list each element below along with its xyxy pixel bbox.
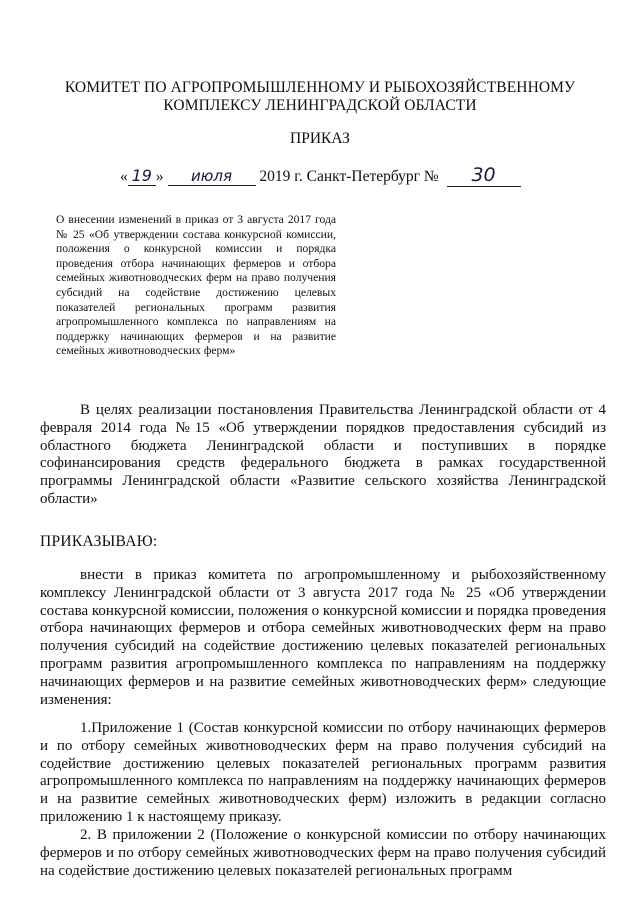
item-1-paragraph: 1.Приложение 1 (Состав конкурсной комиссии по отбору начинающих фермеров и по отбору семейных животноводческих ферм на право получения субсидий на содействие достижению целевых показателей региональных программ развития агропромышленного комплекса по направлениям на поддержку начинающих фермеров и на развитие семейных животноводческих ферм) изложить в редакции согласно приложению 1 к настоящему приказу. [40,720,606,825]
handwritten-day: 19 [128,166,156,186]
intro-paragraph: внести в приказ комитета по агропромышленному и рыбохозяйственному комплексу Ленинградской области от 3 августа 2017 года № 25 «Об утверждении состава конкурсной комиссии, положения о конкурсной комиссии и порядка проведения отбора начинающих фермеров и отбора семейных животноводческих ферм на право получения субсидий на содействие достижению целевых показателей региональных программ развития агропромышленного комплекса по направлениям на поддержку начинающих фермеров и на развитие семейных животноводческих ферм» следующие изменения: [40,567,606,708]
item-2-paragraph: 2. В приложении 2 (Положение о конкурсной комиссии по отбору начинающих фермеров и по отбору семейных животноводческих ферм на право получения субсидий на содействие достижению целевых показателей региональных программ [40,827,606,879]
order-subject: О внесении изменений в приказ от 3 августа 2017 года № 25 «Об утверждении состава конкурсной комиссии, положения о конкурсной комиссии и порядка проведения отбора начинающих фермеров и отбора семейных животноводческих ферм на право получения субсидий на содействие достижению целевых показателей региональных программ развития агропромышленного комплекса по направлениям на поддержку начинающих фермеров и на развитие семейных животноводческих ферм» [56,213,336,358]
handwritten-order-number: 30 [447,164,521,187]
preamble-paragraph: В целях реализации постановления Правительства Ленинградской области от 4 февраля 2014 года №15 «Об утверждении порядков предоставления субсидий из областного бюджета Ленинградской области и поступивших в порядке софинансирования средств федерального бюджета в рамках государственной программы Ленинградской области «Развитие сельского хозяйства Ленинградской области» [40,402,606,507]
quote-open: « [120,168,128,185]
quote-close: » [155,168,164,185]
handwritten-month: июля [168,167,256,186]
organization-name-line-2: КОМПЛЕКСУ ЛЕНИНГРАДСКОЙ ОБЛАСТИ [163,97,477,114]
decree-heading: ПРИКАЗЫВАЮ: [40,533,158,550]
year-and-city: 2019 г. Санкт-Петербург № [259,168,439,185]
organization-name-line-1: КОМИТЕТ ПО АГРОПРОМЫШЛЕННОМУ И РЫБОХОЗЯЙСТВЕННОМУ [64,79,576,96]
document-type-title: ПРИКАЗ [290,130,350,147]
date-number-line [120,164,521,187]
